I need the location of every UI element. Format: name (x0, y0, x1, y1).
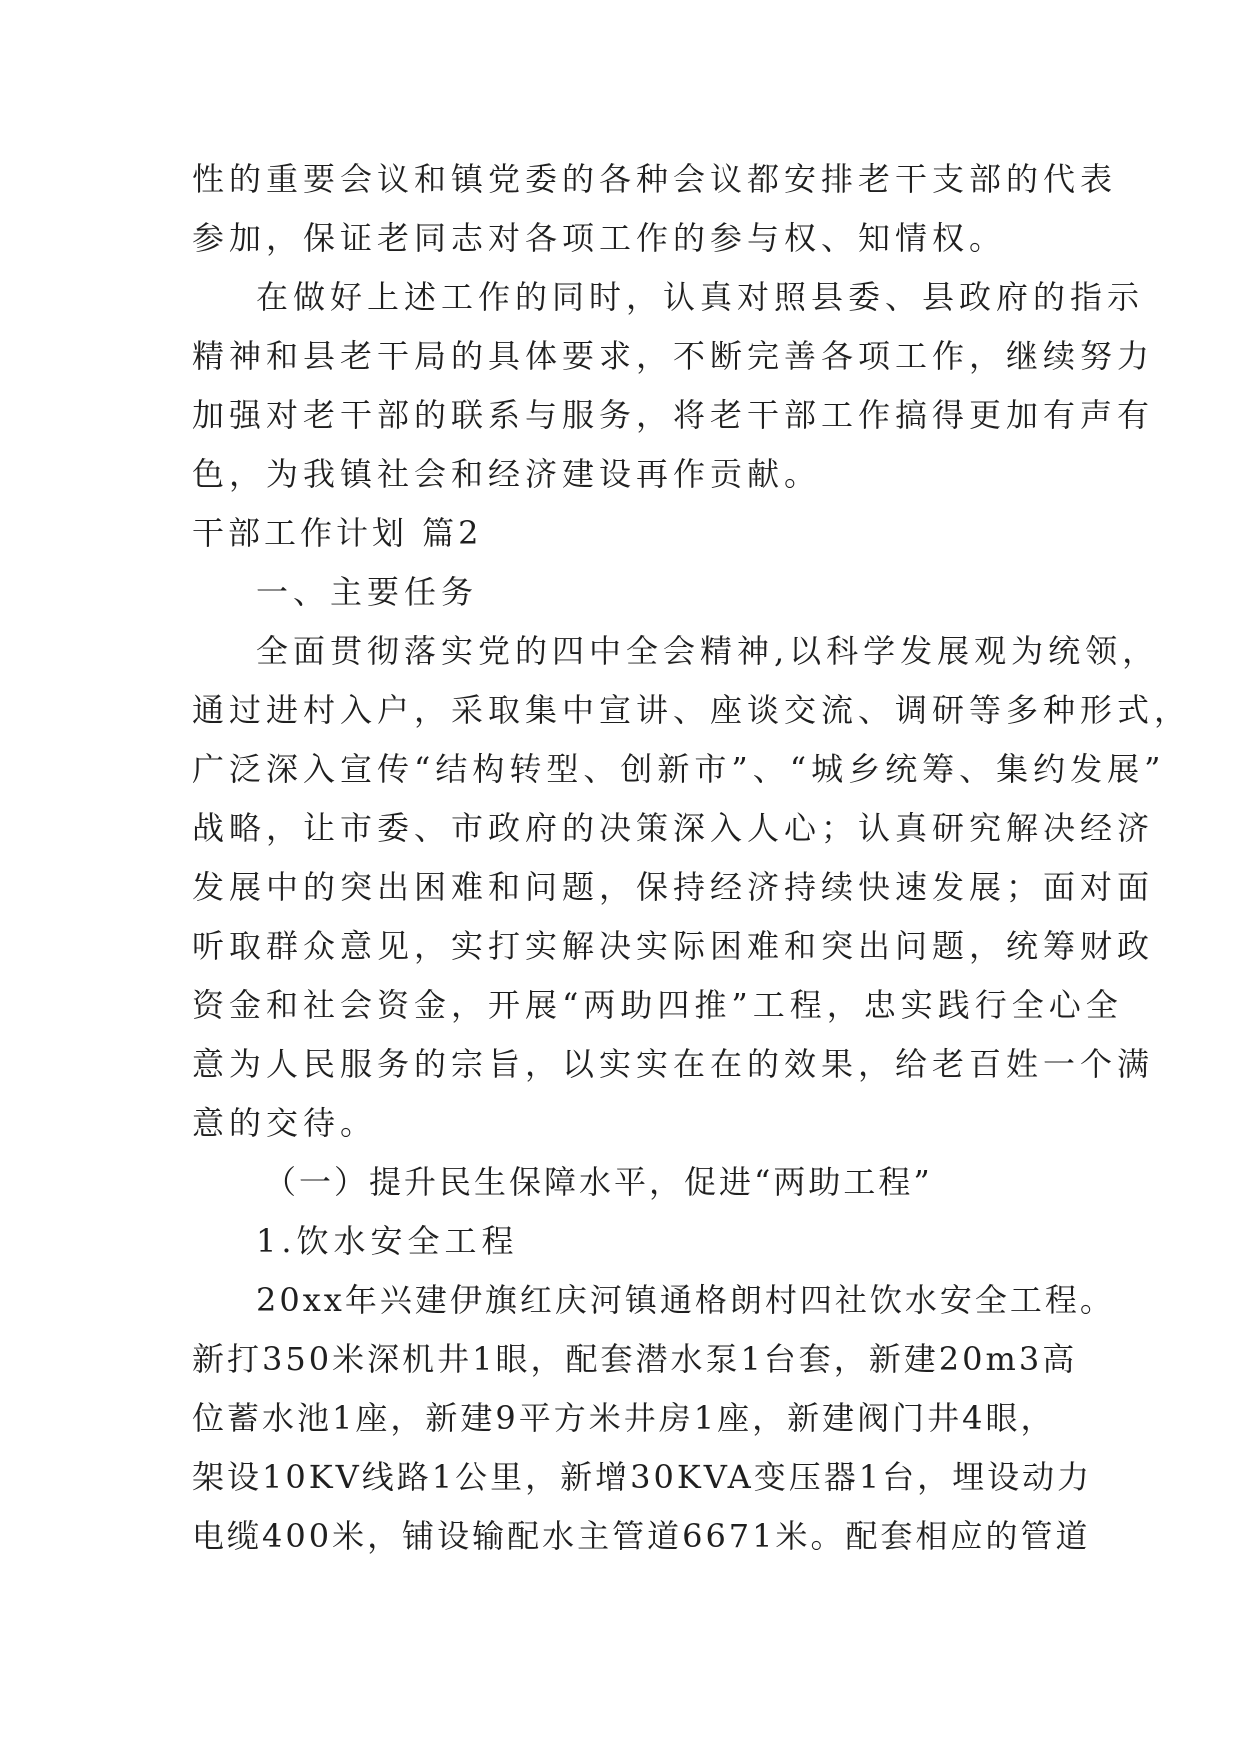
paragraph-line: 参加，保证老同志对各项工作的参与权、知情权。 (192, 219, 1007, 257)
paragraph-line: 战略，让市委、市政府的决策深入人心；认真研究解决经济 (192, 809, 1155, 847)
paragraph-line: 电缆400米，铺设输配水主管道6671米。配套相应的管道 (192, 1517, 1091, 1555)
paragraph-line: 色，为我镇社会和经济建设再作贡献。 (192, 455, 822, 493)
paragraph-line: 通过进村入户，采取集中宣讲、座谈交流、调研等多种形式， (192, 691, 1192, 729)
paragraph-line: 全面贯彻落实党的四中全会精神,以科学发展观为统领， (256, 632, 1160, 670)
paragraph-line: 架设10KV线路1公里，新增30KVA变压器1台，埋设动力 (192, 1458, 1093, 1496)
paragraph-line: 20xx年兴建伊旗红庆河镇通格朗村四社饮水安全工程。 (256, 1281, 1115, 1319)
paragraph-line: 广泛深入宣传“结构转型、创新市”、“城乡统筹、集约发展” (192, 750, 1166, 788)
paragraph-line: 新打350米深机井1眼，配套潜水泵1台套，新建20m3高 (192, 1340, 1078, 1378)
document-page (192, 150, 1192, 1566)
paragraph-line: 听取群众意见，实打实解决实际困难和突出问题，统筹财政 (192, 927, 1155, 965)
paragraph-line: 性的重要会议和镇党委的各种会议都安排老干支部的代表 (192, 160, 1118, 198)
paragraph-line: 位蓄水池1座，新建9平方米井房1座，新建阀门井4眼， (192, 1399, 1056, 1437)
item-heading: 1.饮水安全工程 (256, 1222, 519, 1260)
paragraph-line: 发展中的突出困难和问题，保持经济持续快速发展；面对面 (192, 868, 1155, 906)
paragraph-line: 在做好上述工作的同时，认真对照县委、县政府的指示 (256, 278, 1145, 316)
paragraph-line: 精神和县老干局的具体要求，不断完善各项工作，继续努力 (192, 337, 1155, 375)
section-heading: 干部工作计划 篇2 (192, 514, 483, 552)
paragraph-line: 意的交待。 (192, 1104, 378, 1142)
subsection-heading: （一）提升民生保障水平，促进“两助工程” (264, 1163, 933, 1201)
task-heading: 一、主要任务 (256, 573, 479, 611)
paragraph-line: 资金和社会资金，开展“两助四推”工程，忠实践行全心全 (192, 986, 1123, 1024)
paragraph-line: 加强对老干部的联系与服务，将老干部工作搞得更加有声有 (192, 396, 1155, 434)
paragraph-line: 意为人民服务的宗旨，以实实在在的效果，给老百姓一个满 (192, 1045, 1155, 1083)
